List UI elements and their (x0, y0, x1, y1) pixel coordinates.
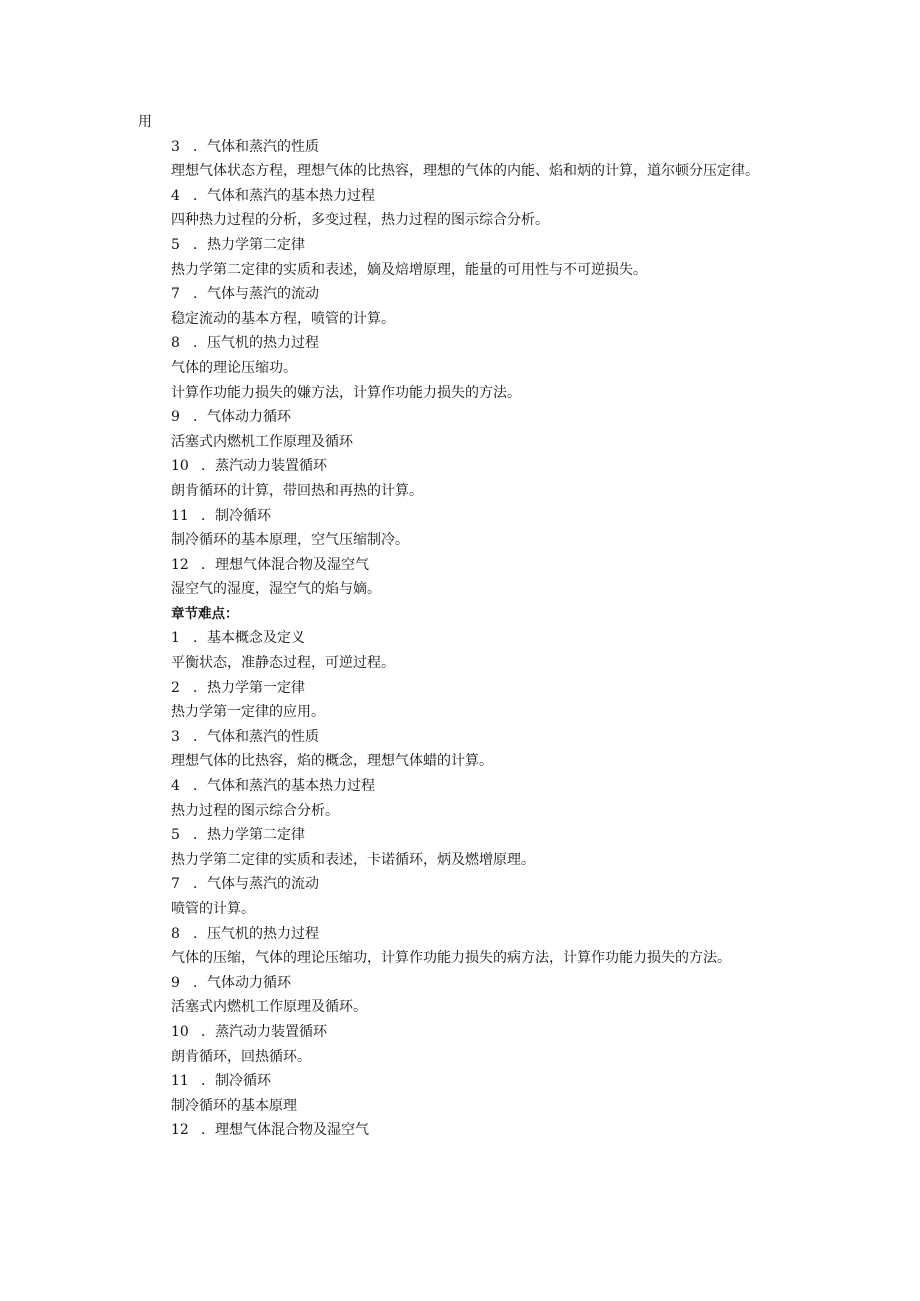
section-number: 3 (171, 138, 180, 155)
text-line: 活塞式内燃机工作原理及循环 (171, 433, 353, 450)
text-line: 热力学第二定律的实质和表述，卡诺循环，炳及燃增原理。 (171, 851, 535, 868)
section-heading (138, 774, 778, 799)
section-title: ．压气机的热力过程 (193, 925, 319, 942)
text-line: 热力过程的图示综合分析。 (171, 802, 339, 819)
section-title: ．气体和蒸汽的基本热力过程 (193, 778, 375, 795)
section-heading (138, 282, 778, 307)
section-number: 11 (171, 1073, 189, 1090)
text-line: 制冷循环的基本原理 (171, 1097, 297, 1114)
section-title: ．气体和蒸汽的基本热力过程 (193, 187, 375, 204)
section-title: ．蒸汽动力装置循环 (201, 1023, 327, 1040)
text-line: 稳定流动的基本方程，喷管的计算。 (171, 310, 395, 327)
subheading: 章节难点： (171, 605, 239, 622)
section-number: 3 (171, 728, 180, 745)
section-heading (138, 553, 778, 578)
section-heading (138, 872, 778, 897)
section-title: ．气体与蒸汽的流动 (193, 286, 319, 303)
section-heading (138, 504, 778, 529)
section-title: ．理想气体混合物及湿空气 (201, 1122, 369, 1139)
section-title: ．气体和蒸汽的性质 (193, 728, 319, 745)
text-line: 活塞式内燃机工作原理及循环。 (171, 999, 367, 1016)
section-heading (138, 454, 778, 479)
section-heading (138, 331, 778, 356)
section-number: 8 (171, 925, 180, 942)
section-number: 4 (171, 778, 180, 795)
text-line: 喷管的计算。 (171, 901, 255, 917)
section-number: 4 (171, 187, 180, 204)
text-line: 朗肯循环的计算，带回热和再热的计算。 (171, 482, 423, 499)
section-number: 2 (171, 679, 180, 696)
section-heading (138, 1020, 778, 1045)
section-heading (138, 676, 778, 701)
text-line: 用 (138, 114, 152, 130)
section-heading (138, 135, 778, 160)
text-line: 四种热力过程的分析，多变过程，热力过程的图示综合分析。 (171, 212, 549, 229)
text-line: 平衡状态，准静态过程，可逆过程。 (171, 655, 395, 672)
section-number: 7 (171, 286, 180, 303)
text-line: 气体的理论压缩功。 (171, 359, 297, 376)
section-heading (138, 1069, 778, 1094)
section-heading (138, 922, 778, 947)
section-title: ．气体动力循环 (193, 974, 291, 991)
section-number: 9 (171, 409, 180, 426)
text-line: 计算作功能力损失的嫌方法，计算作功能力损失的方法。 (171, 384, 521, 401)
section-number: 8 (171, 335, 180, 352)
text-line: 湿空气的湿度，湿空气的焰与嫡。 (171, 581, 381, 598)
section-title: ．蒸汽动力装置循环 (201, 458, 327, 475)
section-title: ．理想气体混合物及湿空气 (201, 556, 369, 573)
section-title: ．压气机的热力过程 (193, 335, 319, 352)
section-title: ．气体和蒸汽的性质 (193, 138, 319, 155)
section-heading (138, 233, 778, 258)
section-number: 11 (171, 507, 189, 524)
section-title: ．气体动力循环 (193, 409, 291, 426)
section-number: 10 (171, 1023, 189, 1040)
section-title: ．制冷循环 (201, 1073, 271, 1090)
section-number: 12 (171, 556, 189, 573)
section-number: 10 (171, 458, 189, 475)
section-title: ．制冷循环 (201, 507, 271, 524)
section-number: 7 (171, 876, 180, 893)
text-line: 热力学第二定律的实质和表述，嫡及焙增原理，能量的可用性与不可逆损失。 (171, 261, 647, 278)
section-heading (138, 405, 778, 430)
section-heading (138, 626, 778, 651)
text-line: 制冷循环的基本原理，空气压缩制冷。 (171, 532, 409, 549)
section-title: ．热力学第二定律 (193, 827, 305, 844)
section-heading (138, 725, 778, 750)
document-body (138, 110, 778, 1143)
section-number: 5 (171, 827, 180, 844)
section-number: 1 (171, 630, 180, 647)
section-heading (138, 184, 778, 209)
text-line: 朗肯循环，回热循环。 (171, 1048, 311, 1065)
section-title: ．气体与蒸汽的流动 (193, 876, 319, 893)
section-heading (138, 823, 778, 848)
section-number: 5 (171, 236, 180, 253)
section-heading (138, 1118, 778, 1143)
text-line: 理想气体的比热容，焰的概念，理想气体蜡的计算。 (171, 753, 493, 770)
section-number: 12 (171, 1122, 189, 1139)
text-line: 热力学第一定律的应用。 (171, 704, 325, 721)
section-title: ．热力学第二定律 (193, 236, 305, 253)
paragraph: 理想气体状态方程，理想气体的比热容，理想的气体的内能、焰和炳的计算，道尔顿分压定律。 (171, 163, 759, 180)
section-title: ．基本概念及定义 (193, 630, 305, 647)
section-title: ．热力学第一定律 (193, 679, 305, 696)
paragraph: 气体的压缩，气体的理论压缩功，计算作功能力损失的病方法，计算作功能力损失的方法。 (171, 950, 731, 967)
section-heading (138, 971, 778, 996)
section-number: 9 (171, 974, 180, 991)
